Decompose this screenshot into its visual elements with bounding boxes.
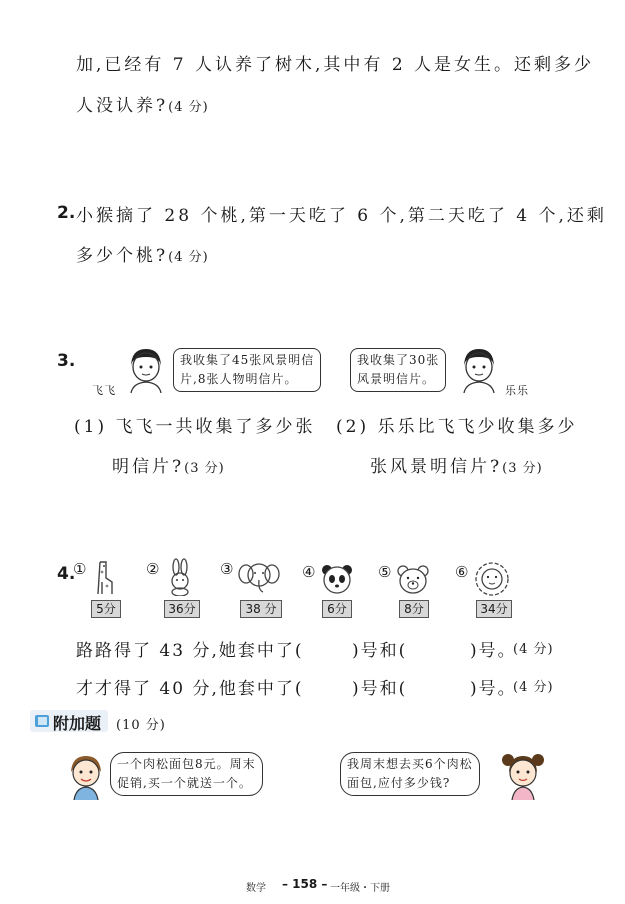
q1-line2-text: 人没认养? <box>76 96 169 116</box>
q3-sub1-line1: (1) 飞飞一共收集了多少张 <box>74 417 316 437</box>
q3-sub1-points: (3 分) <box>184 461 225 476</box>
score-box-6: 34分 <box>476 600 512 618</box>
item5-mark: ⑤ <box>378 563 392 581</box>
q4-line2-part-b: )号和( <box>352 679 408 699</box>
q1-line2 <box>76 91 209 116</box>
q3-sub2-line1: (2) 乐乐比飞飞少收集多少 <box>336 417 578 437</box>
footer-grade: 一年级・下册 <box>330 883 390 894</box>
q2-line1: 小猴摘了 28 个桃,第一天吃了 6 个,第二天吃了 4 个,还剩 <box>76 206 607 226</box>
q2-line2 <box>76 241 209 266</box>
boy-speech-bubble <box>110 752 263 796</box>
q4-line1-part-b: )号和( <box>352 641 408 661</box>
q3-sub2-line2 <box>370 452 543 477</box>
score-box-5: 8分 <box>399 600 429 618</box>
boy-avatar <box>66 752 106 802</box>
giraffe-icon <box>90 558 118 596</box>
score-box-4: 6分 <box>322 600 352 618</box>
elephant-icon <box>238 560 280 594</box>
boy-speech-line1: 一个肉松面包8元。周末 <box>117 757 256 771</box>
item1-mark: ① <box>73 560 87 578</box>
q4-line2-part-c: )号。 <box>470 679 517 699</box>
q4-line1-points: (4 分) <box>513 642 554 657</box>
q2-points: (4 分) <box>168 250 209 265</box>
q3-number: 3. <box>57 351 76 371</box>
score-box-1: 5分 <box>91 600 121 618</box>
girl-speech-line2: 面包,应付多少钱? <box>347 776 451 790</box>
lion-icon <box>474 561 510 597</box>
girl-speech-bubble <box>340 752 480 796</box>
q3-sub1-line2 <box>112 452 225 477</box>
score-box-2: 36分 <box>164 600 200 618</box>
q1-points: (4 分) <box>168 100 209 115</box>
q4-number: 4. <box>57 564 76 584</box>
bonus-points: (10 分) <box>116 718 166 733</box>
bonus-book-icon <box>34 714 50 728</box>
feifei-speech-bubble <box>173 348 321 392</box>
footer-subject: 数学 <box>246 883 266 894</box>
item6-mark: ⑥ <box>455 563 469 581</box>
q1-line1: 加,已经有 7 人认养了树木,其中有 2 人是女生。还剩多少 <box>76 55 595 75</box>
q4-line2-part-a: 才才得了 40 分,他套中了( <box>76 679 304 699</box>
q2-line2-text: 多少个桃? <box>76 246 169 266</box>
q4-line1-part-c: )号。 <box>470 641 517 661</box>
score-box-3: 38 分 <box>240 600 282 618</box>
bear-icon <box>396 563 430 595</box>
q3-sub1-line2-text: 明信片? <box>112 457 185 477</box>
lele-speech-bubble <box>350 348 446 392</box>
item2-mark: ② <box>146 560 160 578</box>
item3-mark: ③ <box>220 560 234 578</box>
lele-speech-line1: 我收集了30张 <box>357 353 440 367</box>
bonus-title: 附加题 <box>53 714 102 733</box>
q4-line2-points: (4 分) <box>513 680 554 695</box>
girl-speech-line1: 我周末想去买6个肉松 <box>347 757 473 771</box>
lele-name: 乐乐 <box>505 384 529 397</box>
girl-avatar <box>500 750 546 802</box>
feifei-avatar <box>125 345 167 393</box>
q3-sub2-points: (3 分) <box>502 461 543 476</box>
panda-icon <box>320 563 354 595</box>
lele-speech-line2: 风景明信片。 <box>357 372 436 386</box>
rabbit-icon <box>165 558 195 596</box>
boy-speech-line2: 促销,买一个就送一个。 <box>117 776 252 790</box>
feifei-speech-line1: 我收集了45张风景明信 <box>180 353 315 367</box>
feifei-speech-line2: 片,8张人物明信片。 <box>180 372 298 386</box>
item4-mark: ④ <box>302 563 316 581</box>
q4-line1-part-a: 路路得了 43 分,她套中了( <box>76 641 304 661</box>
footer-page-number: – 158 – <box>282 877 328 891</box>
q2-number: 2. <box>57 203 76 223</box>
lele-avatar <box>458 345 500 393</box>
q3-sub2-line2-text: 张风景明信片? <box>370 457 503 477</box>
feifei-name: 飞飞 <box>92 384 116 397</box>
